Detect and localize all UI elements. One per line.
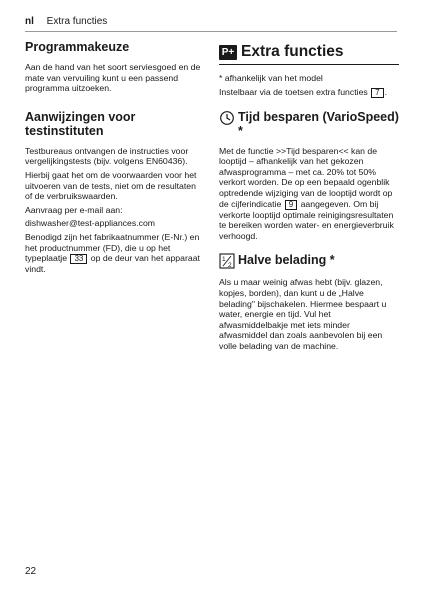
- halve-belading-heading: Halve belading *: [238, 253, 335, 268]
- header-title: Extra functies: [46, 16, 108, 27]
- contact-email: dishwasher@test-appliances.com: [25, 218, 156, 229]
- p-plus-icon: P+: [219, 45, 237, 60]
- aanwijzingen-p4: [25, 232, 203, 275]
- key-9-reference: 9: [285, 200, 297, 210]
- tijd-besparen-before: Met de functie >>Tijd besparen<< kan de looptijd – afhankelijk van het gekozen afwasprogramma – met ca. 20% tot 50% verkort worden. De op een bepaald ogenblik optredende wijziging van de looptijd wordt op de cijferindicatie: [219, 145, 393, 209]
- page-number: 22: [25, 566, 37, 577]
- programmakeuze-text: Aan de hand van het soort serviesgoed en de mate van vervuiling kunt u een passend programma uitzoeken.: [25, 62, 201, 94]
- instelbaar-text: [219, 87, 399, 98]
- tijd-besparen-after: aangegeven. Om bij verkorte looptijd optimale reinigingsresultaten te bereiken worden water- en energieverbruik verhoogd.: [219, 198, 394, 241]
- language-code: nl: [25, 16, 34, 27]
- running-header: [25, 16, 107, 27]
- tijd-besparen-heading: Tijd besparen (VarioSpeed) *: [238, 109, 399, 138]
- halve-belading-header: [219, 253, 399, 269]
- clock-icon: [219, 110, 235, 126]
- tijd-besparen-header: [219, 110, 399, 138]
- instelbaar-after: .: [384, 86, 388, 97]
- aanwijzingen-p4-after: op de deur van het apparaat vindt.: [25, 253, 200, 275]
- halve-belading-text: Als u maar weinig afwas hebt (bijv. glazen, kopjes, borden), dan kunt u de „Halve belading" bijschakelen. Hiermee bespaart u water, energie en tijd. Vul het afwasmiddelbakje met iets minder afwasmiddel dan zoals aanbevolen bij een volle belading van de machine.: [219, 277, 387, 351]
- programmakeuze-heading: Programmakeuze: [25, 40, 130, 54]
- model-note: * afhankelijk van het model: [219, 73, 323, 83]
- aanwijzingen-p2: Hierbij gaat het om de voorwaarden voor het uitvoeren van de tests, niet om de resultaten of de verbruikswaarden.: [25, 169, 197, 202]
- extra-functies-underline: [219, 64, 399, 65]
- extra-functies-header: [219, 43, 399, 61]
- svg-text:2: 2: [228, 262, 232, 270]
- instelbaar-before: Instelbaar via de toetsen extra functies: [219, 86, 368, 97]
- left-column: [25, 40, 203, 278]
- right-column: [219, 40, 399, 355]
- aanwijzingen-heading: Aanwijzingen voor testinstituten: [25, 109, 136, 138]
- key-33-reference: 33: [70, 254, 87, 264]
- header-divider: [25, 31, 397, 32]
- extra-functies-heading: Extra functies: [241, 43, 344, 60]
- svg-text:1: 1: [222, 256, 226, 264]
- aanwijzingen-p4-before: Benodigd zijn het fabrikaatnummer (E-Nr.) en het productnummer (FD), die u op het typeplaatje: [25, 231, 200, 264]
- key-7-reference: 7: [371, 88, 383, 98]
- aanwijzingen-p3: Aanvraag per e-mail aan:: [25, 204, 123, 215]
- aanwijzingen-p1: Testbureaus ontvangen de instructies voor vergelijkingstests (bijv. volgens EN60436).: [25, 145, 189, 167]
- half-load-icon: [219, 253, 235, 269]
- tijd-besparen-text: [219, 146, 399, 242]
